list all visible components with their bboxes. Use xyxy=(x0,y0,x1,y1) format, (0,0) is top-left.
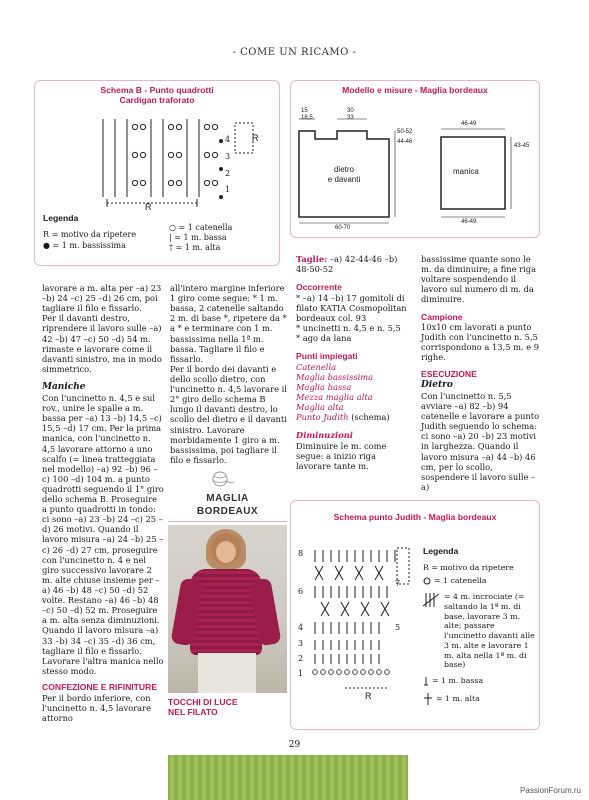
schema-b-row-1: 1 xyxy=(225,185,231,194)
bassa-icon xyxy=(423,676,429,686)
col2-paragraph: Per il bordo dei davanti e dello scollo dietro, con l'uncinetto n. 4,5 lavorare il 2° giro dello schema B lungo il davanti destro, lo scollo del dietro e il davanti sinistro. Lavorare morbidamente 1 giro a m. bassissima, poi tagliare il filo e fissarlo. xyxy=(170,363,287,465)
heading-maniche: Maniche xyxy=(42,381,86,392)
schema-b-row-3: 3 xyxy=(225,152,231,161)
judith-row-8: 8 xyxy=(298,549,304,558)
heading-esecuzione: ESECUZIONE xyxy=(421,369,477,380)
col2-paragraph: all'intero margine inferiore 1 giro come segue: * 1 m. bassa, 2 catenelle saltando 2 m. di base *, ripetere da * a * e terminare con 1 m. bassissima nella 1ª m. bassa. Tagliare il filo e fissarlo. xyxy=(170,283,287,364)
model-photo xyxy=(168,525,287,693)
column-1 xyxy=(42,283,164,723)
catenella-icon xyxy=(423,577,431,585)
col1-paragraph: Con l'uncinetto n. 4,5 e sul rov., unire le spalle a m. bassa per –a) 13 –b) 14,5 –c) 15,5 –d) 17 cm. Per la prima manica, con l'uncinetto n. 4,5 lavorare attorno a uno scalfo (= linea tratteggiata nel modello) –a) 92 –b) 96 –c) 100 –d) 104 m. a punto quadrotti seguendo il 1° giro dello schema B. Proseguire a punto quadrotti in tondo: ci sono –a) 23 –b) 24 –c) 25 –d) 26 motivi. Quando il lavoro misura –a) 24 –b) 25 –c) 26 –d) 27 cm, proseguire con l'uncinetto n. 4 e nel giro successivo lavorare 2 m. alte chiuse insieme per –a) 46 –b) 48 –c) 50 –d) 52 volte. Restano –a) 46 –b) 48 –c) 50 –d) 52 m. Proseguire a m. alta senza diminuzioni. Quando il lavoro misura –a) 33 –b) 34 –c) 35 –d) 36 cm, tagliare il filo e fissarlo. xyxy=(42,392,164,656)
schema-b-title: Schema B - Punto quadrotti Cardigan traforato xyxy=(100,85,214,105)
legend-item-alta: = 1 m. alta xyxy=(423,692,537,706)
legend-item: | = 1 m. bassa xyxy=(169,233,227,242)
alta-icon xyxy=(423,692,433,706)
legend-item-catenella: = 1 catenella xyxy=(423,576,537,586)
judith-repeat-label: R xyxy=(365,691,372,701)
punti-item: Mezza maglia alta xyxy=(296,392,373,403)
page-header: - COME UN RICAMO - xyxy=(232,47,357,58)
crossed-stitches-icon xyxy=(423,592,441,608)
legend-item-crossed: = 4 m. incrociate (= saltando la 1ª m. di base, lavorare 3 m. alte; passare l'uncinetto davanti alle 3 m. alte e lavorare 1 m. alta nella 1ª m. di base) xyxy=(423,592,537,670)
occorrente-item: * ago da lana xyxy=(296,333,352,344)
judith-row-1: 1 xyxy=(298,669,304,678)
modello-title: Modello e misure - Maglia bordeaux xyxy=(342,85,488,95)
dietro-text: Con l'uncinetto n. 5,5 avviare –a) 82 –b) 94 catenelle e lavorare a punto Judith seguendo lo schema: ci sono –a) 20 –b) 23 motivi in larghezza. Quando il lavoro misura –a) 44 –b) 46 cm, per lo scollo, sospendere il lavoro sulle –a) xyxy=(421,390,540,492)
schema-b-legenda-title: Legenda xyxy=(43,213,79,223)
judith-legenda-title: Legenda xyxy=(423,546,459,556)
schema-b-repeat-right: R xyxy=(252,133,259,143)
photo-caption: TOCCHI DI LUCE NEL FILATO xyxy=(168,697,238,717)
col1-paragraph: Per il davanti destro, riprendere il lavoro sulle –a) 42 –b) 47 –c) 50 –d) 54 m. rimaste e lavorare come il davanti sinistro, ma in modo simmetrico. xyxy=(42,313,162,374)
dim-label: 44-46 xyxy=(397,139,413,145)
schema-b-diagram xyxy=(97,117,267,213)
col1-paragraph: Per il bordo inferiore, con l'uncinetto n. 4,5 lavorare attorno xyxy=(42,692,151,723)
schema-b-row-2: 2 xyxy=(225,169,231,178)
heading-campione: Campione xyxy=(421,311,463,322)
judith-row-3: 3 xyxy=(298,639,304,648)
column-4 xyxy=(421,254,543,492)
punti-item: Maglia bassa xyxy=(296,381,352,392)
punti-item: Maglia alta xyxy=(296,402,344,413)
punti-item: Catenella xyxy=(296,361,337,372)
legend-item-repeat: R = motivo da ripetere xyxy=(423,562,514,572)
modello-box xyxy=(290,80,540,238)
punti-item: Punto Judith (schema) xyxy=(296,412,390,423)
col1-paragraph: Lavorare l'altra manica nello stesso modo. xyxy=(42,655,164,676)
dim-label: 46-49 xyxy=(461,121,477,127)
piece-label-sleeve: manica xyxy=(453,167,479,176)
taglie-line: Taglie: –a) 42-44-46 –b) 48-50-52 xyxy=(296,254,398,275)
schema-b-row-4: 4 xyxy=(225,135,231,144)
schema-b-box xyxy=(34,80,280,266)
judith-row-2: 2 xyxy=(298,654,304,663)
dim-label: 43-45 xyxy=(514,143,530,149)
judith-legend xyxy=(423,546,537,706)
occorrente-item: * –a) 14 –b) 17 gomitoli di filato KATIA Cosmopolitan bordeaux col. 93 xyxy=(296,292,407,323)
dim-label: 18,5 xyxy=(301,115,313,121)
heading-punti: Punti impiegati xyxy=(296,351,358,362)
heading-dietro: Dietro xyxy=(421,379,453,390)
judith-diagram xyxy=(301,546,411,696)
column-3 xyxy=(296,254,408,471)
piece-label-front: dietro e davanti xyxy=(327,165,361,184)
watermark: PassionForum.ru xyxy=(520,786,581,795)
col1-paragraph: lavorare a m. alta per –a) 23 –b) 24 –c) 25 –d) 26 cm, poi tagliare il filo e fissarlo. xyxy=(42,283,162,314)
dim-label: 60-70 xyxy=(335,225,351,231)
right-paragraph: bassissime quante sono le m. da diminuire; a fine riga voltare sospendendo il lavoro sul numero di m. da diminuire. xyxy=(421,254,537,305)
diminuzioni-text: Diminuire le m. come segue: a inizio riga lavorare tante m. xyxy=(296,440,387,471)
judith-box xyxy=(290,500,540,730)
dim-label: 50-52 xyxy=(397,129,413,135)
legend-item: ○ = 1 catenella xyxy=(169,223,233,232)
knit-texture-strip xyxy=(168,755,408,800)
judith-row-4: 4 xyxy=(298,623,304,632)
dim-label: 30 xyxy=(347,108,354,114)
dim-label: 15 xyxy=(301,108,308,114)
legend-item: † = 1 m. alta xyxy=(169,243,221,252)
page-number: 29 xyxy=(288,740,301,750)
legend-item-bassa: = 1 m. bassa xyxy=(423,676,537,686)
dim-label: 33 xyxy=(347,115,354,121)
legend-item: R = motivo da ripetere xyxy=(43,230,137,239)
yarn-ball-icon xyxy=(209,470,235,488)
heading-diminuzioni: Diminuzioni xyxy=(296,430,353,441)
dim-label: 46-49 xyxy=(461,219,477,225)
judith-row-7: 7 xyxy=(395,579,401,588)
campione-text: 10x10 cm lavorati a punto Judith con l'uncinetto n. 5,5 corrispondono a 13,5 m. e 9 righe. xyxy=(421,322,540,363)
judith-row-6: 6 xyxy=(298,587,304,596)
occorrente-item: * uncinetti n. 4,5 e n. 5,5 xyxy=(296,323,401,334)
column-2 xyxy=(170,283,288,465)
heading-confezione: CONFEZIONE E RIFINITURE xyxy=(42,682,158,693)
heading-occorrente: Occorrente xyxy=(296,282,342,293)
photo-panel xyxy=(168,493,287,733)
photo-title: MAGLIA BORDEAUX xyxy=(196,493,259,517)
legend-item: ● = 1 m. bassissima xyxy=(43,241,126,250)
judith-row-5: 5 xyxy=(395,623,401,632)
punti-item: Maglia bassissima xyxy=(296,371,374,382)
judith-title: Schema punto Judith - Maglia bordeaux xyxy=(333,512,497,522)
schema-b-repeat-bottom: R xyxy=(145,202,152,212)
